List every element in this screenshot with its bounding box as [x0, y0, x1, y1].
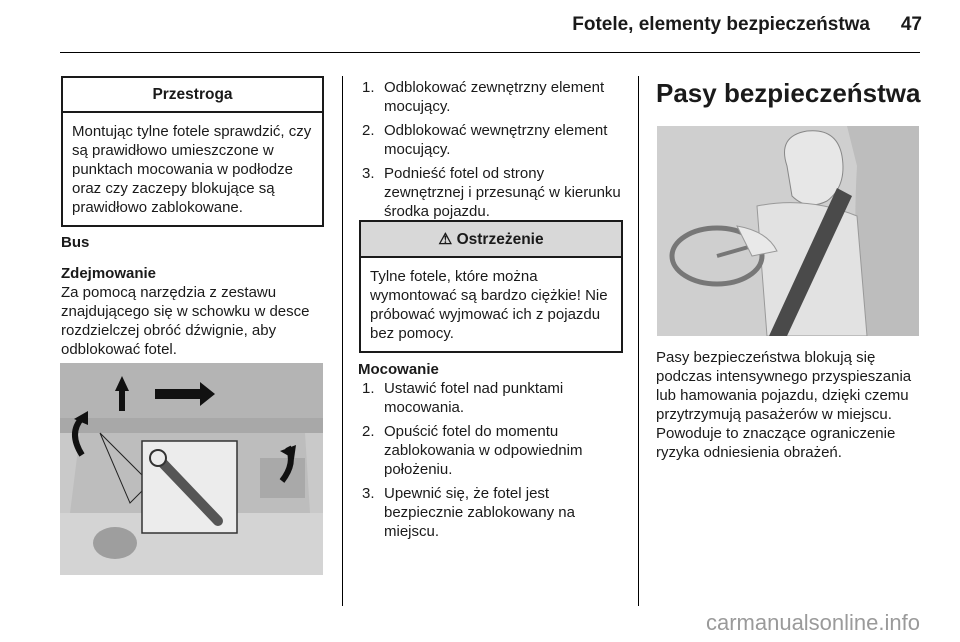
list-item: 2. Odblokować wewnętrzny element mocujący. [362, 122, 608, 158]
removal-text: Za pomocą narzędzia z zestawu znajdującego się w schowku w desce rozdzielczej obróć dźwignie, aby odblokować fotel. [61, 284, 310, 358]
list-item: 1. Ustawić fotel nad punktami mocowania. [362, 380, 564, 416]
mounting-section [358, 360, 626, 546]
header-divider [60, 52, 920, 53]
bus-heading: Bus [61, 234, 90, 251]
removal-heading: Zdejmowanie [61, 265, 157, 282]
warning-title: Ostrzeżenie [456, 231, 544, 248]
page-header-title: Fotele, elementy bezpieczeństwa [572, 14, 870, 35]
warning-text: Tylne fotele, które można wymontować są bardzo ciężkie! Nie próbować wyjmować ich z pojazdu bez pomocy. [370, 268, 608, 342]
removal-section [61, 264, 327, 359]
caution-title: Przestroga [63, 78, 322, 113]
steps-a [362, 78, 626, 226]
caution-text: Montując tylne fotele sprawdzić, czy są prawidłowo umieszczone w punktach mocowania w podłodze oraz czy zaczepy blokujące są prawidłowo zablokowane. [72, 123, 312, 216]
warning-icon: ⚠ [438, 231, 453, 248]
list-item: 1. Odblokować zewnętrzny element mocujący. [362, 79, 605, 115]
seatbelt-driver-illustration [657, 126, 919, 336]
mounting-heading: Mocowanie [358, 361, 439, 378]
column-divider-2 [638, 76, 639, 606]
caution-box [61, 76, 324, 227]
list-item: 3. Upewnić się, że fotel jest bezpiecznie zablokowany na miejscu. [362, 485, 575, 540]
list-item: 3. Podnieść fotel od strony zewnętrznej i przesunąć w kierunku środka pojazdu. [362, 165, 621, 220]
watermark: carmanualsonline.info [705, 610, 920, 635]
column-divider-1 [342, 76, 343, 606]
section-title: Pasy bezpieczeństwa [656, 78, 921, 108]
list-item: 2. Opuścić fotel do momentu zablokowania w odpowiednim położeniu. [362, 423, 583, 478]
warning-title-row [361, 222, 621, 258]
warning-box [359, 220, 623, 353]
seatbelt-text: Pasy bezpieczeństwa blokują się podczas intensywnego przyspieszania lub hamowania pojazdu, dzięki czemu przytrzymują pasażerów w miejscu. Powoduje to znaczące ograniczenie ryzyka odniesienia obrażeń. [656, 349, 912, 461]
seat-release-lever-illustration [60, 363, 323, 575]
page-number: 47 [900, 14, 922, 35]
